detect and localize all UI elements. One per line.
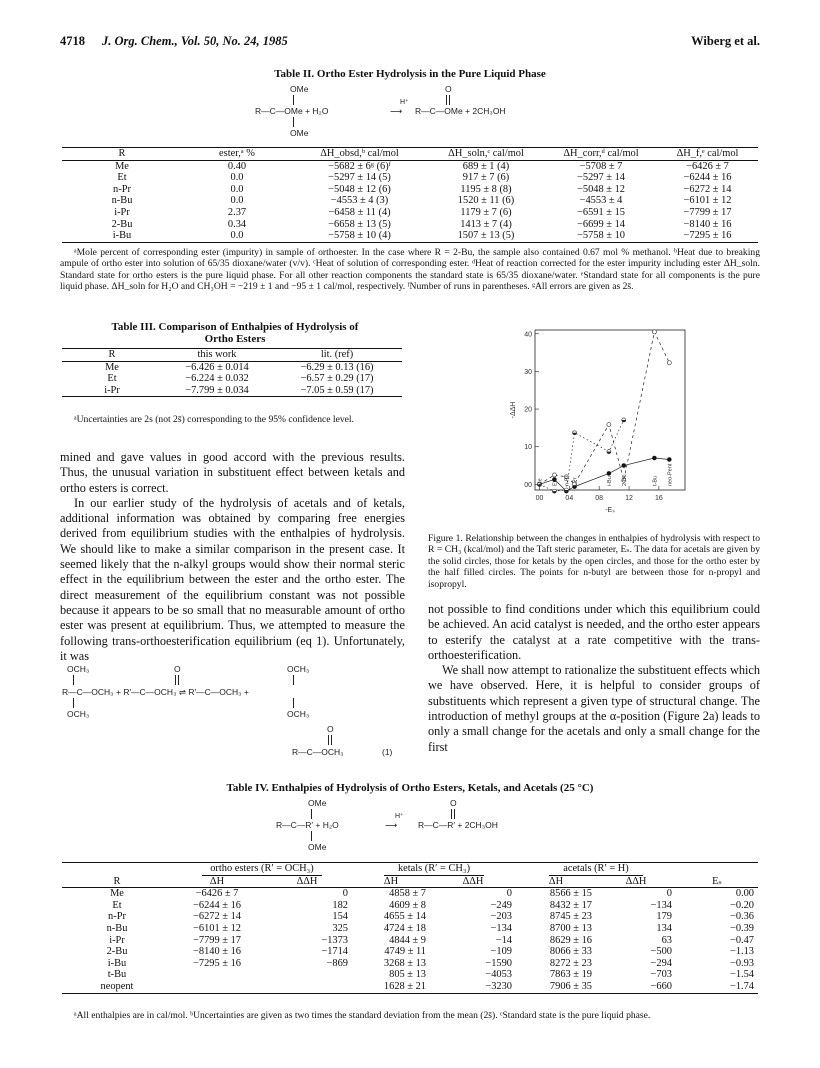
- table-cell: [262, 981, 352, 993]
- table-cell: −1.54: [729, 969, 754, 981]
- table-row: [62, 207, 758, 219]
- point-label: Me: [537, 478, 544, 486]
- scheme-ome-bottom: OMe: [308, 842, 327, 852]
- row-label: t-Bu: [107, 969, 127, 981]
- table-cell: −1373: [321, 934, 348, 946]
- scheme-ome-top: OMe: [290, 84, 309, 94]
- figure1-plot: [510, 330, 685, 514]
- table-cell: [172, 981, 262, 993]
- table-cell: −1.13: [729, 946, 754, 958]
- table-cell: −500: [650, 946, 672, 958]
- table-cell: −5682 ± 6ᵍ (6)ᶠ: [328, 160, 391, 172]
- figure1-caption: Figure 1. Relationship between the changes in enthalpies of hydrolysis with respect to R = CH₃ (kcal/mol) and the Taft steric parameter, Eₛ. The data for acetals are given by the solid circles, those for ketals by the open circles, and those for the ortho ester by the half filled circles. The points for n-butyl are between those for n-propyl and isopropyl.: [428, 533, 760, 590]
- table-cell: 1195 ± 8 (8): [460, 183, 512, 195]
- col-header: ΔH_soln,ᶜ cal/mol: [427, 148, 545, 161]
- bond-line: [293, 117, 294, 127]
- table-cell: −249: [490, 899, 512, 911]
- table-cell: −134: [490, 922, 512, 934]
- col-header: Eₛ: [676, 876, 758, 888]
- bond-line: [293, 95, 294, 105]
- table-cell: 4858 ± 7: [389, 888, 426, 900]
- group-header-label: ortho esters (R′ = OCH₃): [202, 863, 322, 876]
- row-label: n-Pr: [108, 911, 126, 923]
- table-cell: 0.0: [230, 183, 244, 195]
- row-label: i-Bu: [107, 957, 127, 969]
- table-row: [62, 969, 758, 981]
- group-header-label: acetals (R′ = H): [549, 863, 643, 876]
- table-cell: −6.29 ± 0.13 (16): [300, 361, 374, 373]
- bond-line: [73, 698, 74, 708]
- row-label: 2-Bu: [111, 218, 133, 230]
- table-row: [62, 219, 758, 231]
- table4-scheme: [268, 798, 598, 860]
- bond-line: [451, 809, 452, 819]
- eq-och3: OCH₃: [67, 709, 90, 719]
- table-cell: −8140 ± 16: [683, 218, 732, 230]
- col-header-blank: [676, 863, 758, 876]
- paragraph: mined and gave values in good accord with the previous results. Thus, the unusual variation in substituent effect between ketals and ortho esters is correct.: [60, 450, 405, 495]
- scheme-o: O: [445, 84, 452, 94]
- row-label: Et: [107, 373, 117, 385]
- table-cell: 1628 ± 21: [352, 981, 430, 993]
- equation-number: (1): [382, 747, 393, 757]
- table-cell: 0.0: [182, 230, 292, 242]
- table3-title: [60, 321, 410, 345]
- paragraph: not possible to find conditions under which this equilibrium could be achieved. An acid catalyst is needed, and the ortho ester appears to esterify the catalyst at a rate competitive with the trans-orthoesterification.: [428, 602, 760, 662]
- col-header: ΔΔH: [262, 876, 352, 888]
- y-tick-label: 40: [524, 331, 532, 339]
- table2-scheme: [250, 84, 580, 146]
- table-cell: 917 ± 7 (6): [462, 172, 510, 184]
- table-row: [62, 900, 758, 912]
- col-header: this work: [162, 349, 272, 362]
- table-cell: 63: [661, 934, 672, 946]
- table-cell: −6658 ± 13 (5): [328, 218, 391, 230]
- data-point-acetal: [622, 464, 626, 468]
- table-cell: 0: [342, 888, 348, 900]
- row-label: i-Pr: [114, 206, 130, 218]
- table-row: [62, 981, 758, 993]
- row-label: Me: [115, 160, 129, 172]
- table-cell: 0.0: [230, 172, 244, 184]
- col-header: ΔH_obsd,ᵇ cal/mol: [292, 148, 427, 161]
- page-number: 4718: [60, 34, 85, 48]
- table-cell: 134: [656, 922, 672, 934]
- col-header: ΔH_f,ᵉ cal/mol: [657, 148, 758, 161]
- table-cell: −7295 ± 16: [657, 230, 758, 242]
- table-cell: −869: [326, 957, 348, 969]
- table-cell: −1590: [485, 957, 512, 969]
- col-header: ester,ᵃ %: [182, 148, 292, 161]
- table-cell: −5048 ± 12 (6): [328, 183, 391, 195]
- table-row: [62, 911, 758, 923]
- row-label: Et: [117, 172, 127, 184]
- point-label: 2-Bu: [621, 474, 628, 486]
- bond-line: [331, 735, 332, 745]
- table-cell: 8432 ± 17: [549, 899, 592, 911]
- group-header: [172, 863, 352, 876]
- table-cell: −4553 ± 4: [579, 195, 623, 207]
- table-cell: −14: [495, 934, 512, 946]
- scheme-ome-bottom: OMe: [290, 128, 309, 138]
- col-header: R: [62, 349, 162, 362]
- table-cell: −6.57 ± 0.29 (17): [300, 373, 374, 385]
- row-label: i-Pr: [109, 934, 125, 946]
- table-cell: 1413 ± 7 (4): [460, 218, 512, 230]
- table-cell: 0: [506, 888, 512, 900]
- row-label: neopent: [62, 981, 172, 993]
- table3-title-line1: Table III. Comparison of Enthalpies of Hydrolysis of: [111, 321, 359, 333]
- left-column-text: [60, 450, 405, 664]
- table-cell: 8629 ± 16: [549, 934, 592, 946]
- table-cell: −7.05 ± 0.59 (17): [272, 385, 402, 397]
- table-cell: −7295 ± 16: [193, 957, 241, 969]
- scheme-o: O: [450, 798, 457, 808]
- bond-line: [311, 831, 312, 841]
- table-cell: 0.34: [227, 218, 247, 230]
- table-cell: 4724 ± 18: [383, 922, 426, 934]
- point-label: i-Bu: [606, 476, 613, 486]
- table-cell: −0.20: [729, 899, 754, 911]
- y-tick-label: 00: [524, 481, 532, 489]
- table-cell: 182: [332, 899, 348, 911]
- table-cell: −6426 ± 7: [195, 888, 239, 900]
- table-row: [62, 160, 758, 172]
- table-row: [62, 172, 758, 184]
- table-cell: −0.47: [729, 934, 754, 946]
- col-header: ΔH_corr,ᵈ cal/mol: [545, 148, 657, 161]
- bond-line: [328, 735, 329, 745]
- eq-line: R—C—OCH₃: [292, 747, 344, 757]
- figure1-chart: [500, 320, 720, 530]
- bond-line: [73, 675, 74, 685]
- col-header-blank: [62, 863, 172, 876]
- table-cell: −6272 ± 14: [683, 183, 732, 195]
- table-cell: −6244 ± 16: [683, 172, 732, 184]
- table-cell: −109: [490, 946, 512, 958]
- table-cell: 4844 ± 9: [389, 934, 426, 946]
- table-cell: 7863 ± 19: [549, 969, 592, 981]
- equation-1: [62, 664, 412, 774]
- table-cell: 3268 ± 13: [383, 957, 426, 969]
- table-row: [62, 923, 758, 935]
- scheme-right: R—C—R′ + 2CH₃OH: [418, 820, 498, 830]
- running-authors: Wiberg et al.: [691, 34, 760, 48]
- scheme-catalyst: H⁺: [400, 99, 409, 106]
- paragraph: We shall now attempt to rationalize the substituent effects which we have observed. Here, it is helpful to consider groups of substituents which represent a given type of structural change. The introduction of methyl groups at the α-position (Figure 2a) leads to only a small change for the acetals and only a small change for the first: [428, 663, 760, 754]
- table-row: [62, 958, 758, 970]
- col-header: R: [62, 148, 182, 161]
- data-point-acetal: [667, 458, 671, 462]
- col-header: ΔH: [516, 876, 596, 888]
- scheme-left: R—C—OMe + H₂O: [255, 106, 329, 116]
- eq-och3: OCH₃: [287, 664, 310, 674]
- table-cell: −660: [596, 981, 676, 993]
- group-header: [352, 863, 516, 876]
- table-cell: 1520 ± 11 (6): [457, 195, 515, 207]
- bond-line: [449, 95, 450, 105]
- table-row: [62, 888, 758, 900]
- row-label: Et: [112, 899, 122, 911]
- table-cell: −7799 ± 17: [683, 206, 732, 218]
- table-cell: −6.224 ± 0.032: [185, 373, 249, 385]
- table-cell: −203: [490, 911, 512, 923]
- scheme-right: R—C—OMe + 2CH₃OH: [415, 106, 506, 116]
- data-point-ketal: [552, 473, 556, 477]
- table-cell: −0.36: [729, 911, 754, 923]
- scheme-catalyst: H⁺: [395, 813, 404, 820]
- table-row: [62, 946, 758, 958]
- data-point-acetal: [607, 471, 611, 475]
- table-cell: [262, 969, 352, 981]
- scheme-ome-top: OMe: [308, 798, 327, 808]
- table-cell: 1179 ± 7 (6): [460, 206, 512, 218]
- data-point-acetal: [652, 456, 656, 460]
- table-cell: −6101 ± 12: [193, 922, 241, 934]
- eq-och3: OCH₃: [67, 664, 90, 674]
- table-cell: −6244 ± 16: [193, 899, 241, 911]
- table-cell: 2.37: [227, 206, 247, 218]
- table-cell: 8566 ± 15: [549, 888, 592, 900]
- table-cell: 0.0: [230, 195, 244, 207]
- table-cell: −6591 ± 15: [577, 206, 625, 218]
- data-point-ketal: [607, 422, 611, 426]
- row-label: n-Pr: [113, 183, 131, 195]
- table-cell: 8745 ± 23: [549, 911, 592, 923]
- table-cell: 7906 ± 35: [516, 981, 596, 993]
- table-cell: 4655 ± 14: [383, 911, 426, 923]
- point-label: Et: [552, 480, 559, 486]
- table2-title: Table II. Ortho Ester Hydrolysis in the Pure Liquid Phase: [274, 68, 546, 80]
- point-label: n-Pr: [564, 475, 571, 486]
- table-cell: 689 ± 1 (4): [462, 160, 510, 172]
- x-axis-label: -Eₛ: [605, 507, 615, 514]
- table3-footnote: ᵃUncertainties are 2s (not 2s̄) corresponding to the 95% confidence level.: [74, 414, 354, 425]
- plot-frame: [535, 330, 685, 490]
- table-row: [62, 935, 758, 947]
- reaction-arrow: ⟶: [390, 106, 403, 116]
- x-tick-label: 16: [654, 495, 663, 502]
- eq-o: O: [327, 724, 334, 734]
- table-cell: 0.00: [735, 888, 754, 900]
- table-cell: 4609 ± 8: [389, 899, 426, 911]
- series-line-ketal: [539, 332, 669, 484]
- col-header: R: [62, 876, 172, 888]
- table-cell: −3230: [430, 981, 516, 993]
- table-cell: −6426 ± 7: [686, 160, 729, 172]
- table2: [62, 147, 758, 243]
- table-cell: −8140 ± 16: [193, 946, 241, 958]
- data-point-ketal: [667, 361, 671, 365]
- table4-title: Table IV. Enthalpies of Hydrolysis of Ortho Esters, Ketals, and Acetals (25 °C): [226, 782, 594, 794]
- group-header: [516, 863, 676, 876]
- table-row: [62, 195, 758, 207]
- table-cell: −6458 ± 11 (4): [328, 206, 391, 218]
- point-label: neo-Pent: [667, 463, 674, 486]
- table-cell: 4749 ± 11: [384, 946, 426, 958]
- row-label: n-Bu: [106, 922, 128, 934]
- table-cell: −6101 ± 12: [683, 195, 732, 207]
- table-cell: −4553 ± 4 (3): [330, 195, 389, 207]
- reaction-arrow: ⟶: [385, 820, 398, 830]
- table-cell: [172, 969, 262, 981]
- table-cell: −5708 ± 7: [579, 160, 623, 172]
- table-cell: −1.74: [676, 981, 758, 993]
- table-row: [62, 184, 758, 196]
- table-cell: 8700 ± 13: [549, 922, 592, 934]
- table-cell: 0: [666, 888, 672, 900]
- bond-line: [446, 95, 447, 105]
- scheme-left: R—C—R′ + H₂O: [276, 820, 339, 830]
- col-header: ΔΔH: [430, 876, 516, 888]
- table-cell: 1507 ± 13 (5): [427, 230, 545, 242]
- table-cell: −5758 ± 10: [545, 230, 657, 242]
- y-tick-label: 10: [524, 444, 532, 452]
- table-cell: −6699 ± 14: [577, 218, 625, 230]
- table-row: [62, 373, 402, 385]
- table-row: [62, 361, 402, 373]
- table-cell: 0.40: [227, 160, 247, 172]
- series-line-acetal: [539, 458, 669, 491]
- point-label: i-Pr: [572, 477, 579, 486]
- table-cell: −5048 ± 12: [577, 183, 625, 195]
- y-tick-label: 30: [524, 368, 532, 376]
- table4-footnotes: ᵃAll enthalpies are in cal/mol. ᵇUncertainties are given as two times the standard deviation from the mean (2s̄). ᶜStandard state is the pure liquid phase.: [74, 1010, 651, 1021]
- x-tick-label: 04: [565, 495, 574, 502]
- bond-line: [293, 698, 294, 708]
- table-cell: −7799 ± 17: [193, 934, 241, 946]
- table-cell: −0.39: [729, 922, 754, 934]
- row-label: i-Pr: [62, 385, 162, 397]
- table-cell: 154: [332, 911, 348, 923]
- data-point-ketal: [652, 330, 656, 334]
- table-row: [62, 385, 402, 397]
- table-cell: 8066 ± 33: [549, 946, 592, 958]
- eq-o: O: [174, 664, 181, 674]
- bond-line: [311, 809, 312, 819]
- row-label: i-Bu: [62, 230, 182, 242]
- col-header: ΔH: [172, 876, 262, 888]
- point-label: t-Bu: [652, 475, 659, 486]
- table-cell: −703: [650, 969, 672, 981]
- bond-line: [293, 675, 294, 685]
- table-cell: −1714: [321, 946, 348, 958]
- y-tick-label: 20: [524, 406, 532, 414]
- x-tick-label: 12: [625, 495, 633, 502]
- x-tick-label: 08: [595, 495, 604, 502]
- bond-line: [175, 675, 176, 685]
- x-tick-label: 00: [535, 495, 544, 502]
- table-cell: 8272 ± 23: [549, 957, 592, 969]
- table-row: [62, 230, 758, 242]
- right-column-text: [428, 602, 760, 755]
- y-axis-label: -ΔΔH: [510, 401, 517, 419]
- col-header: lit. (ref): [272, 349, 402, 362]
- paragraph: In our earlier study of the hydrolysis of acetals and of ketals, additional information was obtained by comparing free energies derived from equilibrium studies with the enthalpies of hydrolysis. We should like to make a similar comparison in the present case. It seemed likely that the n-alkyl groups would show their normal steric effect in the equilibrium between the ester and the ortho ester. The direct measurement of the equilibrium constant was not possible because it appears to be so small that no measurable amount of ortho ester was present at equilibrium. Thus, we attempted to measure the following trans-orthoesterification equilibrium (eq 1). Unfortunately, it was: [60, 495, 405, 663]
- table-cell: −0.93: [729, 957, 754, 969]
- table-cell: 805 ± 13: [389, 969, 426, 981]
- table-cell: −134: [650, 899, 672, 911]
- eq-och3: OCH₃: [287, 709, 310, 719]
- col-header: ΔΔH: [596, 876, 676, 888]
- table-cell: 325: [332, 922, 348, 934]
- bond-line: [178, 675, 179, 685]
- table3-title-line2: Ortho Esters: [204, 333, 266, 345]
- bond-line: [454, 809, 455, 819]
- table-cell: −6272 ± 14: [193, 911, 241, 923]
- col-header: ΔH: [352, 876, 430, 888]
- table-cell: −7.799 ± 0.034: [162, 385, 272, 397]
- row-label: Me: [105, 361, 119, 373]
- eq-line: R—C—OCH₃ + R′—C—OCH₃ ⇌ R′—C—OCH₃ +: [62, 687, 249, 697]
- table3: [62, 348, 402, 397]
- journal-citation: J. Org. Chem., Vol. 50, No. 24, 1985: [102, 34, 288, 48]
- table-cell: −5297 ± 14: [577, 172, 625, 184]
- table-cell: −294: [650, 957, 672, 969]
- table2-footnotes: ᵃMole percent of corresponding ester (impurity) in sample of orthoester. In the case where R = 2-Bu, the sample also contained 0.67 mol % methanol. ᵇHeat due to breaking ampule of ortho ester into solution of 65/35 dioxane/water (v/v). ᶜHeat of solution of corresponding ester. ᵈHeat of reaction corrected for the ester impurity including ester ΔH_soln. Standard state for ortho esters is the pure liquid phase. For all other reaction components the standard state is 65/35 dioxane/water. ᵉStandard state for all components is the pure liquid phase. ΔH_soln for H₂O and CH₃OH = −219 ± 1 and −95 ± 1 cal/mol, respectively. ᶠNumber of runs in parentheses. ᵍAll errors are given as 2s̄.: [60, 247, 760, 293]
- row-label: Me: [110, 888, 124, 900]
- table-cell: −4053: [485, 969, 512, 981]
- row-label: n-Bu: [111, 195, 133, 207]
- row-label: 2-Bu: [106, 946, 128, 958]
- table-cell: 179: [656, 911, 672, 923]
- group-header-label: ketals (R′ = CH₃): [384, 863, 484, 876]
- table-cell: −5297 ± 14 (5): [328, 172, 391, 184]
- table-cell: −6.426 ± 0.014: [185, 361, 249, 373]
- table-cell: −5758 ± 10 (4): [292, 230, 427, 242]
- table4: [62, 862, 758, 994]
